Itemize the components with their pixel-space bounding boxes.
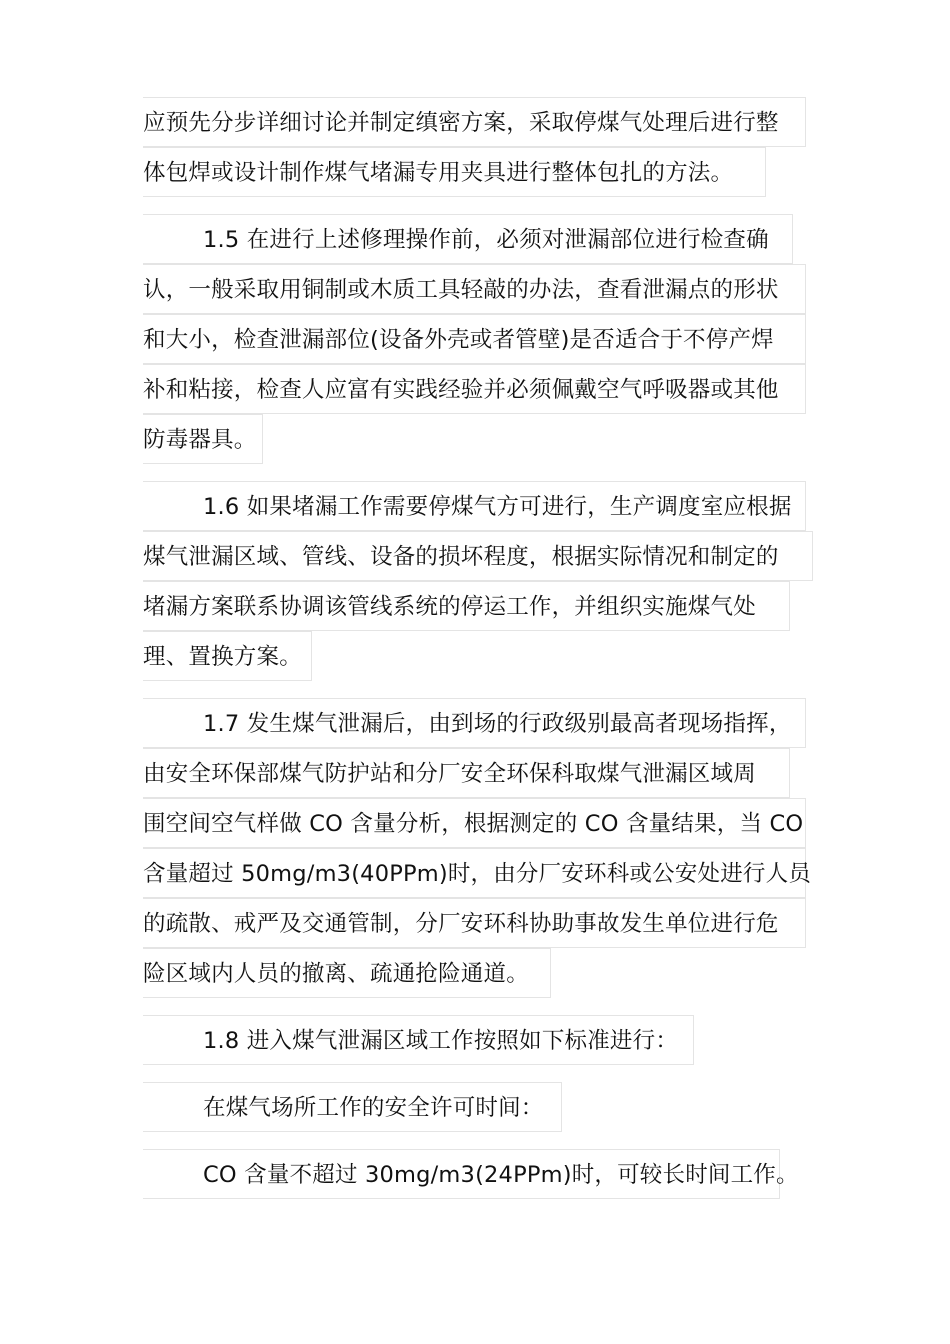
text-line: 1.8 进入煤气泄漏区域工作按照如下标准进行： — [143, 1015, 694, 1065]
text-line: 在煤气场所工作的安全许可时间： — [143, 1082, 562, 1132]
text-line: CO 含量不超过 30mg/m3(24PPm)时，可较长时间工作。 — [143, 1149, 780, 1199]
text-line: 1.5 在进行上述修理操作前，必须对泄漏部位进行检查确 — [143, 214, 793, 264]
text-line: 认，一般采取用铜制或木质工具轻敲的办法，查看泄漏点的形状 — [143, 264, 806, 314]
text-line: 1.7 发生煤气泄漏后，由到场的行政级别最高者现场指挥， — [143, 698, 806, 748]
text-line: 1.6 如果堵漏工作需要停煤气方可进行，生产调度室应根据 — [143, 481, 806, 531]
text-line: 的疏散、戒严及交通管制，分厂安环科协助事故发生单位进行危 — [143, 898, 806, 948]
text-line: 体包焊或设计制作煤气堵漏专用夹具进行整体包扎的方法。 — [143, 147, 766, 197]
text-line: 险区域内人员的撤离、疏通抢险通道。 — [143, 948, 551, 998]
text-line: 堵漏方案联系协调该管线系统的停运工作，并组织实施煤气处 — [143, 581, 790, 631]
text-line: 煤气泄漏区域、管线、设备的损坏程度，根据实际情况和制定的 — [143, 531, 813, 581]
text-line: 和大小，检查泄漏部位(设备外壳或者管壁)是否适合于不停产焊 — [143, 314, 806, 364]
text-line: 应预先分步详细讨论并制定缜密方案，采取停煤气处理后进行整 — [143, 97, 806, 147]
text-line: 补和粘接，检查人应富有实践经验并必须佩戴空气呼吸器或其他 — [143, 364, 806, 414]
text-line: 防毒器具。 — [143, 414, 263, 464]
text-line: 理、置换方案。 — [143, 631, 312, 681]
text-line: 围空间空气样做 CO 含量分析，根据测定的 CO 含量结果，当 CO — [143, 798, 806, 848]
text-line: 由安全环保部煤气防护站和分厂安全环保科取煤气泄漏区域周 — [143, 748, 790, 798]
text-line: 含量超过 50mg/m3(40PPm)时，由分厂安环科或公安处进行人员 — [143, 848, 806, 898]
